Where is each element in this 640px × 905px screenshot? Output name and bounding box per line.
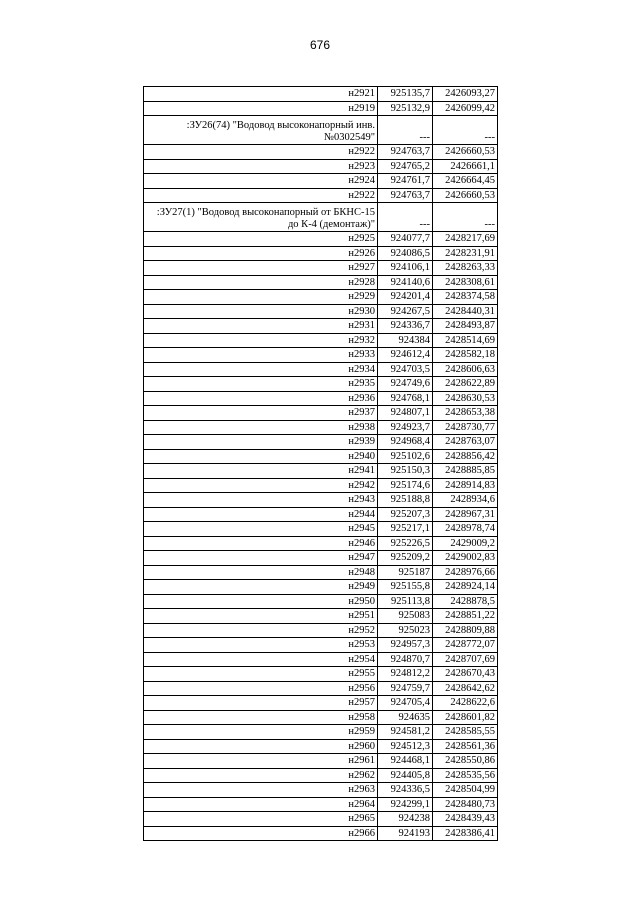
point-id-cell: н2936 xyxy=(144,391,378,406)
x-coordinate-cell: 925226,5 xyxy=(378,536,433,551)
section-title: :ЗУ27(1) "Водовод высоконапорный от БКНС-15 до К-4 (демонтаж)" xyxy=(144,203,378,232)
y-coordinate-cell: 2428851,22 xyxy=(433,609,498,624)
x-coordinate-cell: 925135,7 xyxy=(378,87,433,102)
table-row xyxy=(144,681,498,696)
x-coordinate-cell: 925023 xyxy=(378,623,433,638)
y-coordinate-cell: --- xyxy=(433,116,498,145)
point-id-cell: н2942 xyxy=(144,478,378,493)
x-coordinate-cell: 924761,7 xyxy=(378,174,433,189)
point-id-cell: н2923 xyxy=(144,159,378,174)
table-row xyxy=(144,507,498,522)
y-coordinate-cell: 2428582,18 xyxy=(433,348,498,363)
point-id-cell: н2940 xyxy=(144,449,378,464)
x-coordinate-cell: 924201,4 xyxy=(378,290,433,305)
y-coordinate-cell: 2428630,53 xyxy=(433,391,498,406)
y-coordinate-cell: 2428440,31 xyxy=(433,304,498,319)
y-coordinate-cell: 2428934,6 xyxy=(433,493,498,508)
point-id-cell: н2935 xyxy=(144,377,378,392)
y-coordinate-cell: 2428924,14 xyxy=(433,580,498,595)
point-id-cell: н2960 xyxy=(144,739,378,754)
y-coordinate-cell: 2428374,58 xyxy=(433,290,498,305)
coordinates-table xyxy=(143,86,498,841)
table-row xyxy=(144,246,498,261)
y-coordinate-cell: 2428493,87 xyxy=(433,319,498,334)
x-coordinate-cell: 924193 xyxy=(378,826,433,841)
point-id-cell: н2956 xyxy=(144,681,378,696)
section-header-row xyxy=(144,203,498,232)
point-id-cell: н2965 xyxy=(144,812,378,827)
y-coordinate-cell: 2428809,88 xyxy=(433,623,498,638)
y-coordinate-cell: 2428386,41 xyxy=(433,826,498,841)
point-id-cell: н2946 xyxy=(144,536,378,551)
x-coordinate-cell: 925174,6 xyxy=(378,478,433,493)
table-row xyxy=(144,580,498,595)
point-id-cell: н2926 xyxy=(144,246,378,261)
x-coordinate-cell: 924267,5 xyxy=(378,304,433,319)
x-coordinate-cell: 924086,5 xyxy=(378,246,433,261)
x-coordinate-cell: 925150,3 xyxy=(378,464,433,479)
point-id-cell: н2924 xyxy=(144,174,378,189)
point-id-cell: н2952 xyxy=(144,623,378,638)
y-coordinate-cell: 2428585,55 xyxy=(433,725,498,740)
x-coordinate-cell: 924923,7 xyxy=(378,420,433,435)
y-coordinate-cell: 2428707,69 xyxy=(433,652,498,667)
point-id-cell: н2927 xyxy=(144,261,378,276)
table-row xyxy=(144,783,498,798)
point-id-cell: н2928 xyxy=(144,275,378,290)
y-coordinate-cell: --- xyxy=(433,203,498,232)
y-coordinate-cell: 2428439,43 xyxy=(433,812,498,827)
table-row xyxy=(144,464,498,479)
x-coordinate-cell: 924405,8 xyxy=(378,768,433,783)
y-coordinate-cell: 2428763,07 xyxy=(433,435,498,450)
y-coordinate-cell: 2426660,53 xyxy=(433,145,498,160)
point-id-cell: н2929 xyxy=(144,290,378,305)
y-coordinate-cell: 2428561,36 xyxy=(433,739,498,754)
table-row xyxy=(144,435,498,450)
x-coordinate-cell: 924635 xyxy=(378,710,433,725)
x-coordinate-cell: 924299,1 xyxy=(378,797,433,812)
table-row xyxy=(144,797,498,812)
y-coordinate-cell: 2426661,1 xyxy=(433,159,498,174)
table-row xyxy=(144,420,498,435)
y-coordinate-cell: 2428730,77 xyxy=(433,420,498,435)
x-coordinate-cell: 924612,4 xyxy=(378,348,433,363)
x-coordinate-cell: 924703,5 xyxy=(378,362,433,377)
x-coordinate-cell: 924812,2 xyxy=(378,667,433,682)
point-id-cell: н2939 xyxy=(144,435,378,450)
y-coordinate-cell: 2428504,99 xyxy=(433,783,498,798)
point-id-cell: н2949 xyxy=(144,580,378,595)
table-row xyxy=(144,754,498,769)
point-id-cell: н2919 xyxy=(144,101,378,116)
x-coordinate-cell: 925113,8 xyxy=(378,594,433,609)
x-coordinate-cell: 924384 xyxy=(378,333,433,348)
table-row xyxy=(144,319,498,334)
x-coordinate-cell: 925132,9 xyxy=(378,101,433,116)
x-coordinate-cell: 924759,7 xyxy=(378,681,433,696)
table-row xyxy=(144,290,498,305)
point-id-cell: н2958 xyxy=(144,710,378,725)
x-coordinate-cell: 924336,7 xyxy=(378,319,433,334)
y-coordinate-cell: 2428856,42 xyxy=(433,449,498,464)
table-row xyxy=(144,710,498,725)
table-row xyxy=(144,812,498,827)
y-coordinate-cell: 2428653,38 xyxy=(433,406,498,421)
y-coordinate-cell: 2428622,6 xyxy=(433,696,498,711)
table-row xyxy=(144,551,498,566)
table-row xyxy=(144,826,498,841)
x-coordinate-cell: 924512,3 xyxy=(378,739,433,754)
x-coordinate-cell: 924870,7 xyxy=(378,652,433,667)
x-coordinate-cell: 924140,6 xyxy=(378,275,433,290)
y-coordinate-cell: 2428601,82 xyxy=(433,710,498,725)
x-coordinate-cell: 924077,7 xyxy=(378,232,433,247)
table-row xyxy=(144,594,498,609)
x-coordinate-cell: 924238 xyxy=(378,812,433,827)
x-coordinate-cell: 924468,1 xyxy=(378,754,433,769)
x-coordinate-cell: 925155,8 xyxy=(378,580,433,595)
table-row xyxy=(144,565,498,580)
table-row xyxy=(144,377,498,392)
x-coordinate-cell: 925207,3 xyxy=(378,507,433,522)
point-id-cell: н2922 xyxy=(144,145,378,160)
table-row xyxy=(144,609,498,624)
x-coordinate-cell: 924749,6 xyxy=(378,377,433,392)
x-coordinate-cell: 924581,2 xyxy=(378,725,433,740)
y-coordinate-cell: 2428263,33 xyxy=(433,261,498,276)
point-id-cell: н2957 xyxy=(144,696,378,711)
point-id-cell: н2937 xyxy=(144,406,378,421)
table-row xyxy=(144,275,498,290)
y-coordinate-cell: 2428914,83 xyxy=(433,478,498,493)
y-coordinate-cell: 2429002,83 xyxy=(433,551,498,566)
table-row xyxy=(144,667,498,682)
y-coordinate-cell: 2428535,56 xyxy=(433,768,498,783)
point-id-cell: н2959 xyxy=(144,725,378,740)
table-row xyxy=(144,362,498,377)
point-id-cell: н2922 xyxy=(144,188,378,203)
table-row xyxy=(144,623,498,638)
table-row xyxy=(144,348,498,363)
point-id-cell: н2953 xyxy=(144,638,378,653)
table-row xyxy=(144,232,498,247)
table-row xyxy=(144,739,498,754)
y-coordinate-cell: 2428976,66 xyxy=(433,565,498,580)
table-row xyxy=(144,101,498,116)
y-coordinate-cell: 2428622,89 xyxy=(433,377,498,392)
y-coordinate-cell: 2428217,69 xyxy=(433,232,498,247)
y-coordinate-cell: 2428606,63 xyxy=(433,362,498,377)
x-coordinate-cell: --- xyxy=(378,203,433,232)
coordinates-table-body xyxy=(144,87,498,841)
point-id-cell: н2962 xyxy=(144,768,378,783)
table-row xyxy=(144,304,498,319)
table-row xyxy=(144,522,498,537)
point-id-cell: н2934 xyxy=(144,362,378,377)
x-coordinate-cell: 924106,1 xyxy=(378,261,433,276)
y-coordinate-cell: 2428878,5 xyxy=(433,594,498,609)
y-coordinate-cell: 2428642,62 xyxy=(433,681,498,696)
table-row xyxy=(144,406,498,421)
table-row xyxy=(144,536,498,551)
table-row xyxy=(144,652,498,667)
y-coordinate-cell: 2428308,61 xyxy=(433,275,498,290)
point-id-cell: н2947 xyxy=(144,551,378,566)
point-id-cell: н2941 xyxy=(144,464,378,479)
x-coordinate-cell: 924763,7 xyxy=(378,145,433,160)
point-id-cell: н2933 xyxy=(144,348,378,363)
point-id-cell: н2938 xyxy=(144,420,378,435)
table-row xyxy=(144,478,498,493)
point-id-cell: н2961 xyxy=(144,754,378,769)
y-coordinate-cell: 2428670,43 xyxy=(433,667,498,682)
x-coordinate-cell: 925188,8 xyxy=(378,493,433,508)
y-coordinate-cell: 2428967,31 xyxy=(433,507,498,522)
point-id-cell: н2951 xyxy=(144,609,378,624)
x-coordinate-cell: --- xyxy=(378,116,433,145)
table-row xyxy=(144,188,498,203)
x-coordinate-cell: 925083 xyxy=(378,609,433,624)
y-coordinate-cell: 2428514,69 xyxy=(433,333,498,348)
table-row xyxy=(144,725,498,740)
point-id-cell: н2930 xyxy=(144,304,378,319)
point-id-cell: н2943 xyxy=(144,493,378,508)
table-row xyxy=(144,145,498,160)
point-id-cell: н2948 xyxy=(144,565,378,580)
x-coordinate-cell: 924807,1 xyxy=(378,406,433,421)
table-row xyxy=(144,261,498,276)
point-id-cell: н2921 xyxy=(144,87,378,102)
y-coordinate-cell: 2426664,45 xyxy=(433,174,498,189)
x-coordinate-cell: 925209,2 xyxy=(378,551,433,566)
x-coordinate-cell: 924768,1 xyxy=(378,391,433,406)
table-row xyxy=(144,696,498,711)
table-row xyxy=(144,159,498,174)
y-coordinate-cell: 2428885,85 xyxy=(433,464,498,479)
y-coordinate-cell: 2428978,74 xyxy=(433,522,498,537)
y-coordinate-cell: 2429009,2 xyxy=(433,536,498,551)
x-coordinate-cell: 924763,7 xyxy=(378,188,433,203)
table-row xyxy=(144,87,498,102)
table-row xyxy=(144,638,498,653)
section-title: :ЗУ26(74) "Водовод высоконапорный инв. №0302549" xyxy=(144,116,378,145)
x-coordinate-cell: 924765,2 xyxy=(378,159,433,174)
table-row xyxy=(144,174,498,189)
point-id-cell: н2964 xyxy=(144,797,378,812)
point-id-cell: н2931 xyxy=(144,319,378,334)
page-number: 676 xyxy=(309,38,331,52)
y-coordinate-cell: 2426093,27 xyxy=(433,87,498,102)
y-coordinate-cell: 2428772,07 xyxy=(433,638,498,653)
point-id-cell: н2925 xyxy=(144,232,378,247)
point-id-cell: н2954 xyxy=(144,652,378,667)
table-row xyxy=(144,493,498,508)
x-coordinate-cell: 924968,4 xyxy=(378,435,433,450)
y-coordinate-cell: 2428231,91 xyxy=(433,246,498,261)
x-coordinate-cell: 924336,5 xyxy=(378,783,433,798)
section-header-row xyxy=(144,116,498,145)
x-coordinate-cell: 925217,1 xyxy=(378,522,433,537)
table-row xyxy=(144,449,498,464)
x-coordinate-cell: 925102,6 xyxy=(378,449,433,464)
x-coordinate-cell: 925187 xyxy=(378,565,433,580)
table-row xyxy=(144,391,498,406)
point-id-cell: н2966 xyxy=(144,826,378,841)
point-id-cell: н2955 xyxy=(144,667,378,682)
point-id-cell: н2932 xyxy=(144,333,378,348)
table-row xyxy=(144,768,498,783)
point-id-cell: н2944 xyxy=(144,507,378,522)
point-id-cell: н2963 xyxy=(144,783,378,798)
y-coordinate-cell: 2426099,42 xyxy=(433,101,498,116)
y-coordinate-cell: 2428480,73 xyxy=(433,797,498,812)
table-row xyxy=(144,333,498,348)
y-coordinate-cell: 2426660,53 xyxy=(433,188,498,203)
point-id-cell: н2945 xyxy=(144,522,378,537)
x-coordinate-cell: 924705,4 xyxy=(378,696,433,711)
y-coordinate-cell: 2428550,86 xyxy=(433,754,498,769)
point-id-cell: н2950 xyxy=(144,594,378,609)
x-coordinate-cell: 924957,3 xyxy=(378,638,433,653)
